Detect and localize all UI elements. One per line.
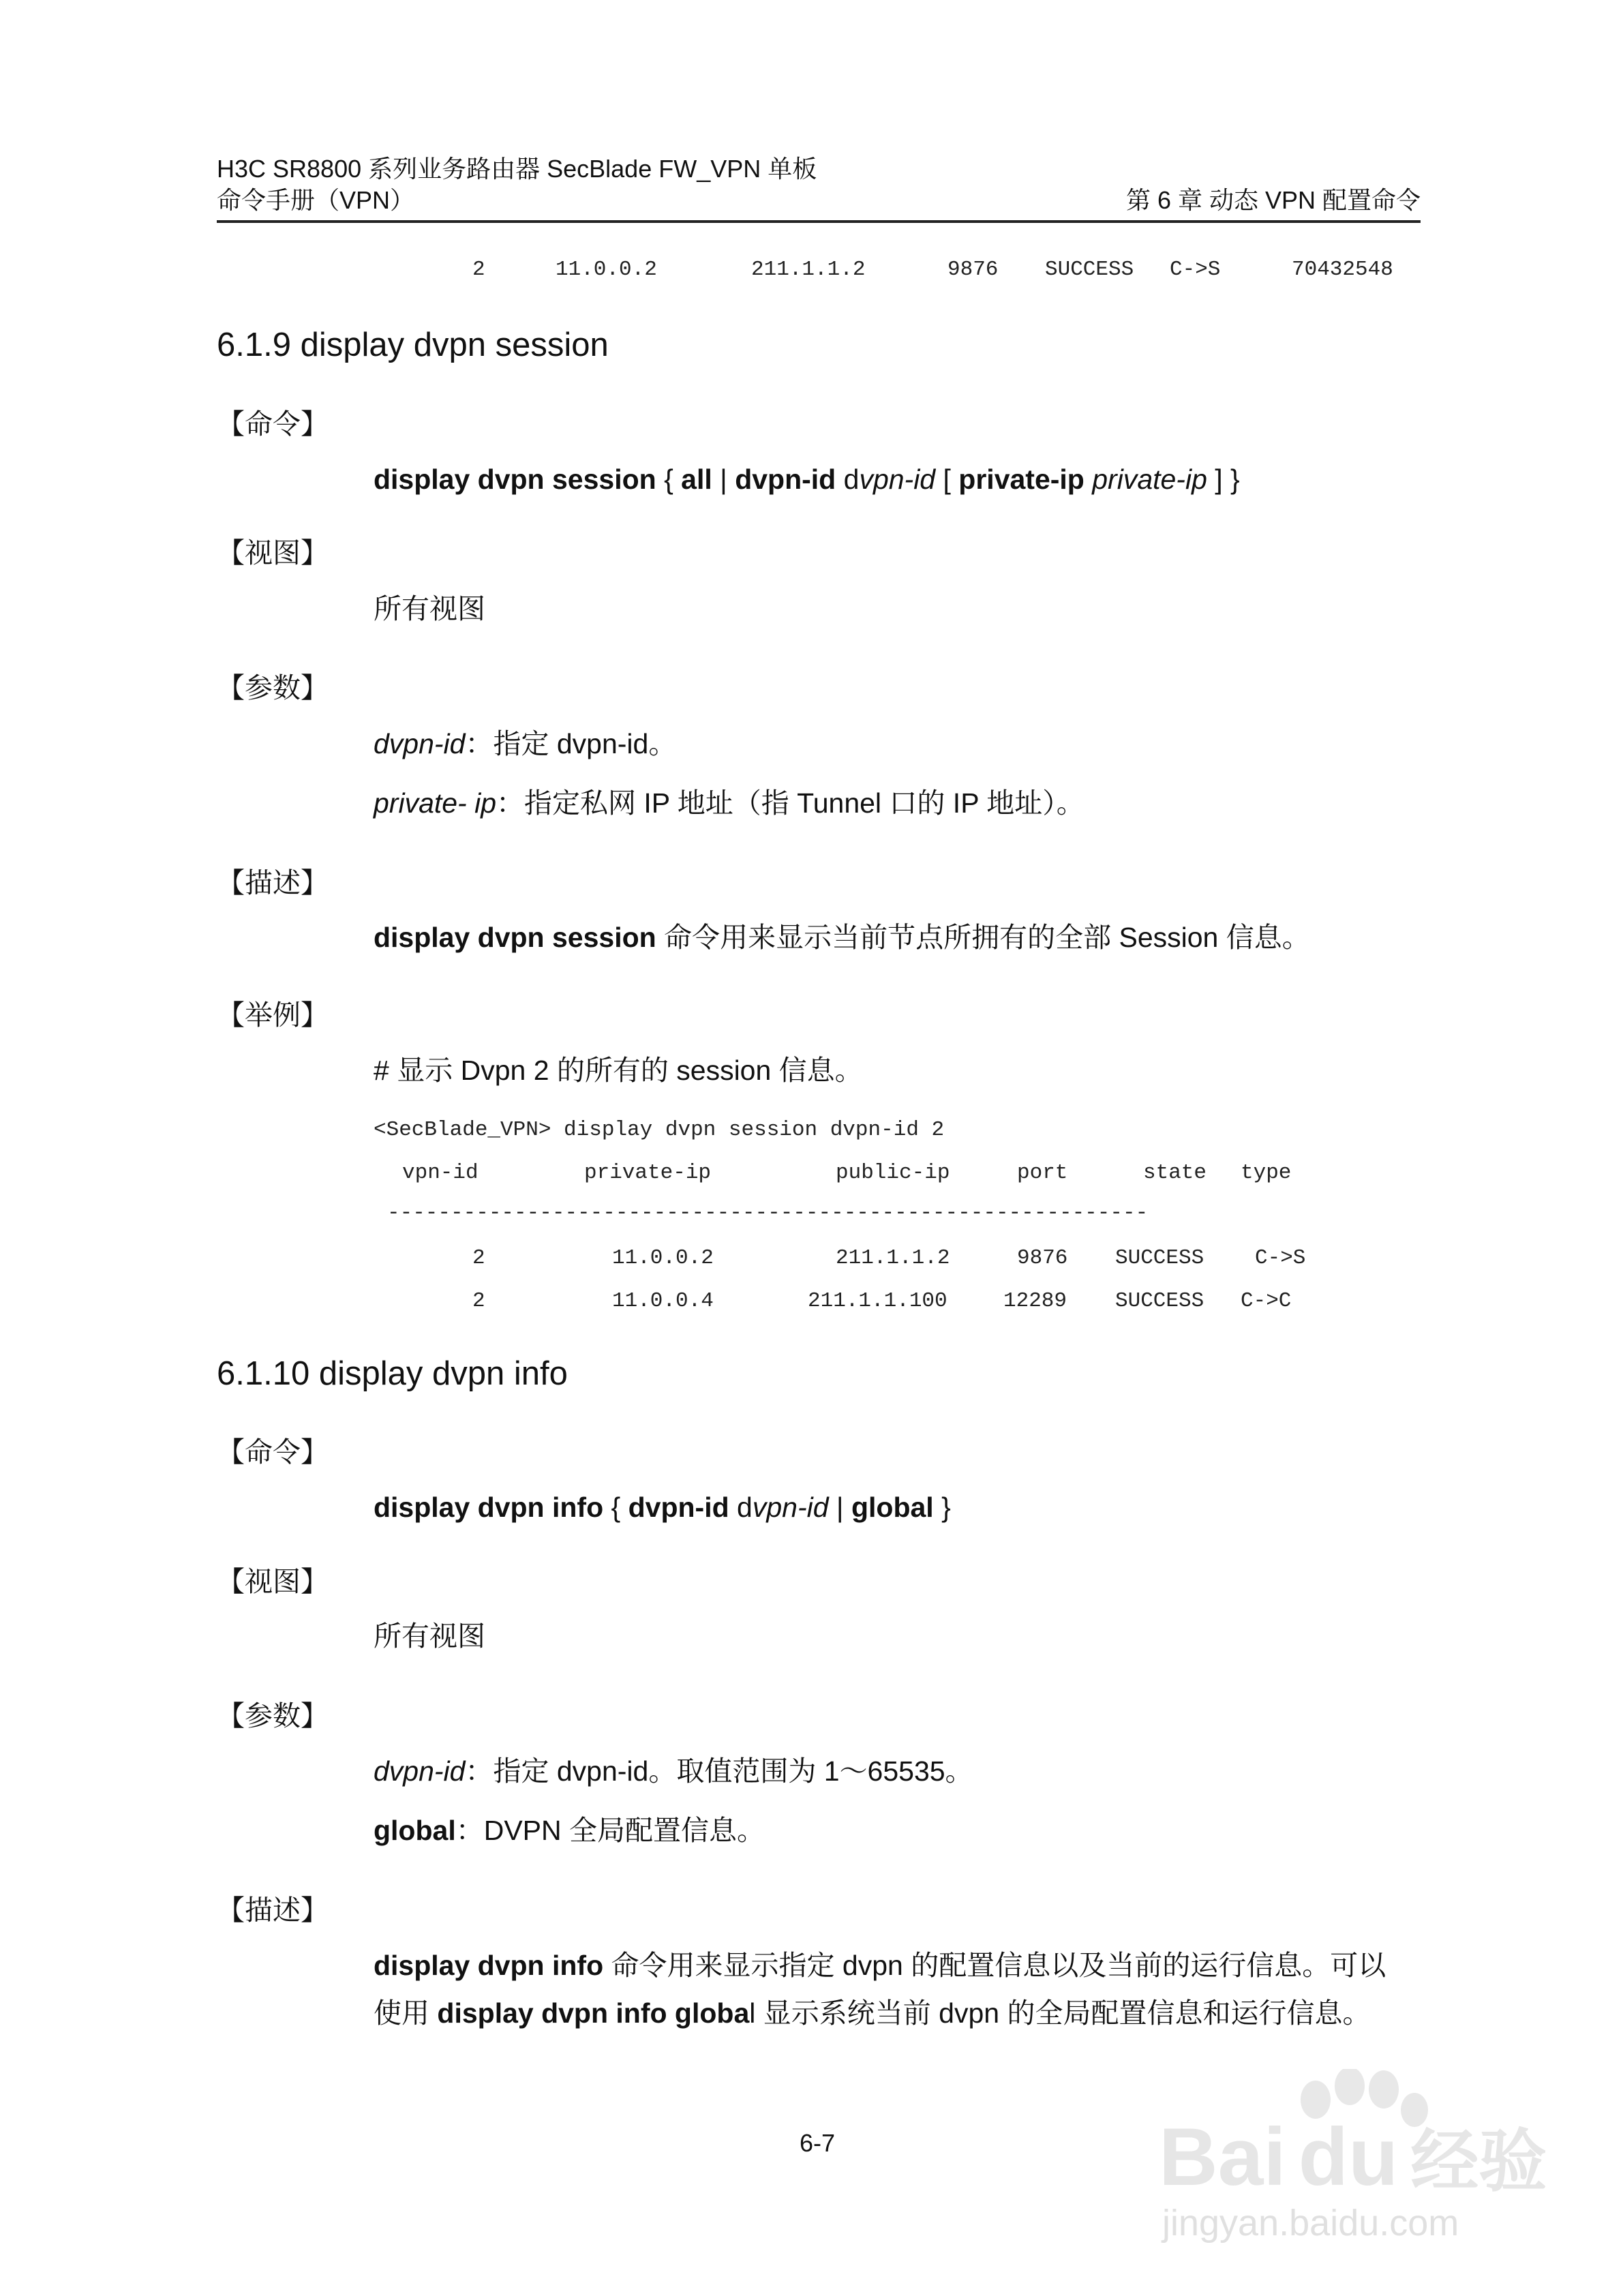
desc-text: display dvpn session 命令用来显示当前节点所拥有的全部 Session 信息。 [374,922,1310,953]
section-title: 6.1.10 display dvpn info [217,1355,568,1392]
header-rule [217,220,1421,223]
param-dvpn-id: dvpn-id：指定 dvpn-id。取值范围为 1～65535。 [374,1755,973,1787]
table-cell: 2 [472,1289,485,1313]
table-cell: 2 [472,1246,485,1270]
section-title: 6.1.9 display dvpn session [217,327,609,363]
table-cell: 12289 [1003,1289,1067,1313]
table-cell: 211.1.1.2 [751,258,866,282]
watermark-brand: Bai du 经验 [1159,2111,1547,2203]
table-header-cell: state [1143,1161,1207,1185]
table-header-cell: public-ip [836,1161,950,1185]
header-title: H3C SR8800 系列业务路由器 SecBlade FW_VPN 单板 [217,155,817,183]
desc-text-line2: 使用 display dvpn info global 显示系统当前 dvpn 的全局配置信息和运行信息。 [374,1997,1371,2029]
desc-label: 【描述】 [217,867,329,898]
table-cell: 211.1.1.2 [836,1246,950,1270]
view-text: 所有视图 [374,593,485,624]
header-chapter: 第 6 章 动态 VPN 配置命令 [1125,186,1421,214]
param-global: global：DVPN 全局配置信息。 [374,1815,765,1846]
table-separator: ------------------------------------------------------------ [387,1201,1149,1225]
table-cell: 11.0.0.2 [556,258,657,282]
table-cell: 11.0.0.2 [612,1246,714,1270]
table-header-cell: type [1241,1161,1292,1185]
command-syntax: display dvpn info { dvpn-id dvpn-id | global } [374,1492,951,1523]
table-cell: C->S [1255,1246,1306,1270]
table-cell: 2 [472,258,485,282]
table-cell: SUCCESS [1115,1289,1204,1313]
param-dvpn-id: dvpn-id：指定 dvpn-id。 [374,728,677,759]
table-cell: C->C [1241,1289,1292,1313]
table-cell: 70432548 [1292,258,1393,282]
table-cell: SUCCESS [1115,1246,1204,1270]
command-label: 【命令】 [217,408,329,440]
view-label: 【视图】 [217,1566,329,1597]
param-private-ip: private- ip：指定私网 IP 地址（指 Tunnel 口的 IP 地址）。 [374,787,1084,819]
desc-label: 【描述】 [217,1894,329,1926]
table-cell: 9876 [947,258,999,282]
table-cell: C->S [1170,258,1221,282]
table-cell: SUCCESS [1045,258,1134,282]
example-intro: # 显示 Dvpn 2 的所有的 session 信息。 [374,1055,863,1086]
param-label: 【参数】 [217,672,329,704]
command-label: 【命令】 [217,1436,329,1468]
table-cell: 211.1.1.100 [808,1289,947,1313]
command-syntax: display dvpn session { all | dvpn-id dvpn-id [ private-ip private-ip ] } [374,464,1240,495]
table-cell: 11.0.0.4 [612,1289,714,1313]
cli-prompt: <SecBlade_VPN> display dvpn session dvpn-id 2 [374,1118,945,1142]
view-label: 【视图】 [217,537,329,569]
header-subtitle: 命令手册（VPN） [217,186,415,214]
page-number: 6-7 [800,2129,836,2157]
table-header-cell: port [1017,1161,1068,1185]
example-label: 【举例】 [217,999,329,1031]
table-header-cell: private-ip [584,1161,712,1185]
table-header-cell: vpn-id [402,1161,479,1185]
desc-text-line1: display dvpn info 命令用来显示指定 dvpn 的配置信息以及当前的运行信息。可以 [374,1950,1386,1981]
watermark-url: jingyan.baidu.com [1162,2203,1459,2244]
param-label: 【参数】 [217,1700,329,1732]
table-cell: 9876 [1017,1246,1068,1270]
view-text: 所有视图 [374,1620,485,1652]
